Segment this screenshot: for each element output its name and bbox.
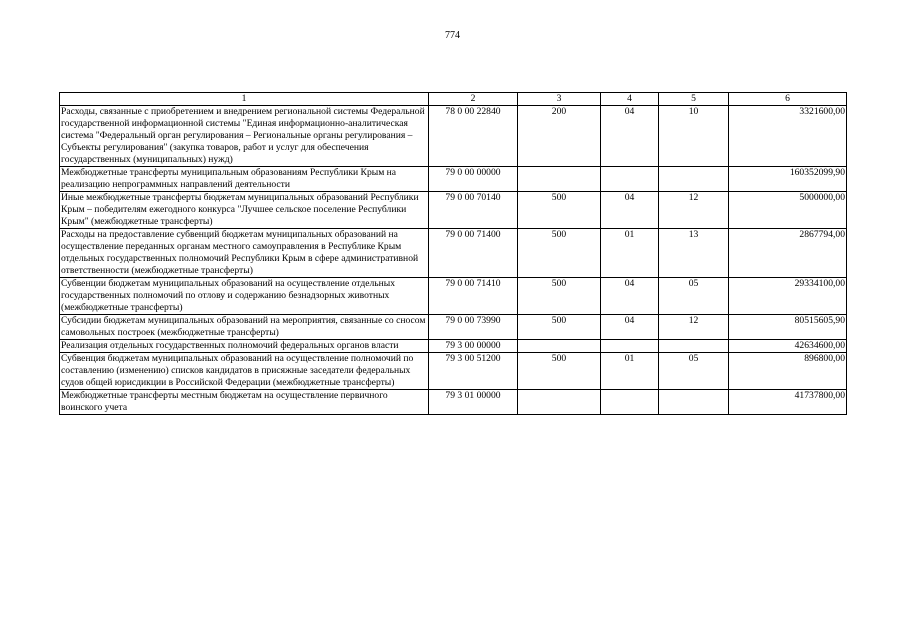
row-section: 04 (601, 192, 659, 229)
page-number: 774 (445, 30, 460, 41)
row-subsection: 10 (659, 106, 729, 167)
table-row (60, 192, 847, 229)
row-expense-type: 200 (518, 106, 601, 167)
row-target-code: 79 3 01 00000 (429, 390, 518, 415)
row-target-code: 78 0 00 22840 (429, 106, 518, 167)
row-subsection: 05 (659, 353, 729, 390)
row-target-code: 79 0 00 73990 (429, 315, 518, 340)
column-header: 6 (729, 93, 847, 106)
row-subsection: 13 (659, 229, 729, 278)
row-amount: 42634600,00 (729, 340, 847, 353)
row-expense-type: 500 (518, 353, 601, 390)
row-name: Расходы, связанные с приобретением и внедрением региональной системы Федеральной государственной информационной системы "Единая информационно-аналитическая система "Федеральный орган регулирования – Региональные органы регулирования – Субъекты регулирования" (закупка товаров, работ и услуг для обеспечения государственных (муниципальных) нужд) (60, 106, 429, 167)
row-section: 04 (601, 106, 659, 167)
column-header: 4 (601, 93, 659, 106)
column-header: 1 (60, 93, 429, 106)
row-name: Межбюджетные трансферты местным бюджетам на осуществление первичного воинского учета (60, 390, 429, 415)
budget-table (59, 92, 847, 415)
row-amount: 2867794,00 (729, 229, 847, 278)
row-expense-type (518, 390, 601, 415)
row-section (601, 390, 659, 415)
table-row (60, 315, 847, 340)
row-expense-type: 500 (518, 192, 601, 229)
row-target-code: 79 0 00 70140 (429, 192, 518, 229)
row-target-code: 79 3 00 00000 (429, 340, 518, 353)
row-amount: 3321600,00 (729, 106, 847, 167)
row-name: Иные межбюджетные трансферты бюджетам муниципальных образований Республики Крым – победителям ежегодного конкурса "Лучшее сельское поселение Республики Крым" (межбюджетные трансферты) (60, 192, 429, 229)
table-row (60, 229, 847, 278)
column-header: 2 (429, 93, 518, 106)
row-name: Расходы на предоставление субвенций бюджетам муниципальных образований на осуществление переданных органам местного самоуправления в Республике Крым отдельных государственных полномочий Республики Крым в сфере административной ответственности (межбюджетные трансферты) (60, 229, 429, 278)
row-target-code: 79 0 00 00000 (429, 167, 518, 192)
row-subsection: 05 (659, 278, 729, 315)
row-amount: 160352099,90 (729, 167, 847, 192)
row-target-code: 79 0 00 71410 (429, 278, 518, 315)
row-subsection: 12 (659, 315, 729, 340)
table-row (60, 390, 847, 415)
row-subsection (659, 167, 729, 192)
row-name: Межбюджетные трансферты муниципальным образованиям Республики Крым на реализацию непрограммных направлений деятельности (60, 167, 429, 192)
row-amount: 41737800,00 (729, 390, 847, 415)
row-name: Субвенция бюджетам муниципальных образований на осуществление полномочий по составлению (изменению) списков кандидатов в присяжные заседатели федеральных судов общей юрисдикции в Российской Федерации (межбюджетные трансферты) (60, 353, 429, 390)
row-subsection (659, 390, 729, 415)
column-header: 5 (659, 93, 729, 106)
row-target-code: 79 3 00 51200 (429, 353, 518, 390)
row-subsection (659, 340, 729, 353)
row-section: 01 (601, 353, 659, 390)
row-expense-type (518, 167, 601, 192)
row-amount: 896800,00 (729, 353, 847, 390)
row-amount: 29334100,00 (729, 278, 847, 315)
row-amount: 5000000,00 (729, 192, 847, 229)
table-row (60, 353, 847, 390)
row-name: Субвенции бюджетам муниципальных образований на осуществление отдельных государственных полномочий по отлову и содержанию безнадзорных животных (межбюджетные трансферты) (60, 278, 429, 315)
row-amount: 80515605,90 (729, 315, 847, 340)
table-row (60, 278, 847, 315)
row-name: Субсидии бюджетам муниципальных образований на мероприятия, связанные со сносом самовольных построек (межбюджетные трансферты) (60, 315, 429, 340)
row-target-code: 79 0 00 71400 (429, 229, 518, 278)
row-expense-type: 500 (518, 315, 601, 340)
row-expense-type: 500 (518, 278, 601, 315)
row-expense-type: 500 (518, 229, 601, 278)
row-section (601, 340, 659, 353)
row-section (601, 167, 659, 192)
table-row (60, 167, 847, 192)
row-subsection: 12 (659, 192, 729, 229)
row-section: 04 (601, 315, 659, 340)
row-section: 01 (601, 229, 659, 278)
row-section: 04 (601, 278, 659, 315)
row-expense-type (518, 340, 601, 353)
row-name: Реализация отдельных государственных полномочий федеральных органов власти (60, 340, 429, 353)
table-row (60, 106, 847, 167)
table-row (60, 340, 847, 353)
table-header-row (60, 93, 847, 106)
column-header: 3 (518, 93, 601, 106)
